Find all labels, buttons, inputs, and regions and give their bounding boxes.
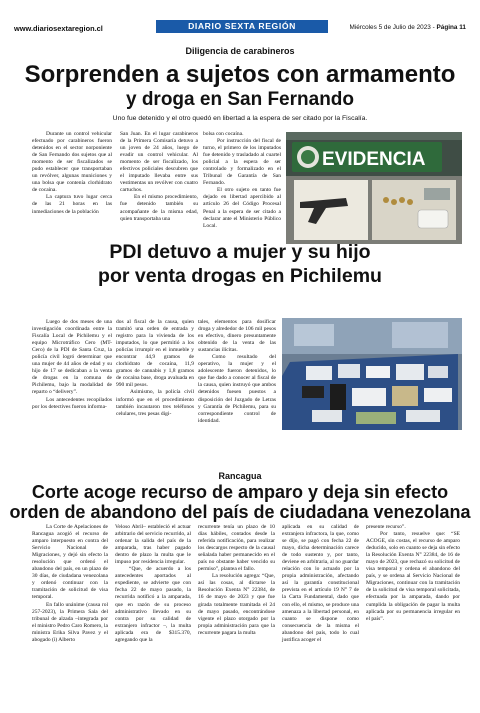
story1-col3-p3: El otro sujeto en tanto fue dejado en libertad apercibido al artículo 26 del Código Procesal Penal a la espera de ser citado a declarar ante el Ministerio Público Local. (203, 187, 281, 229)
story1-col1-p1: Durante un control vehicular efectuado por carabineros fueron detenidos en el sector norponiente de San Fernando dos sujetos que al momento de ser fiscalizados se pudo establecer que transportaban un revólver, algunas municiones y una bolsa que contenía clorhidrato de cocaína. (32, 131, 112, 194)
story1-column-2 (120, 131, 198, 223)
evidence-photo (286, 132, 462, 244)
story1-col2-p2: En el mismo procedimiento, fue detenido también su acompañante de la misma edad, quien transportaba una (120, 194, 198, 222)
story2-column-1 (32, 319, 112, 411)
story2-col2-p2: Asimismo, la policía civil informó que en el procedimiento también incautaron tres teléfonos celulares, tres pesas digi- (116, 389, 194, 417)
story1-kicker: Diligencia de carabineros (185, 46, 295, 56)
story3-headline-line1: Corte acoge recurso de amparo y deja sin efecto (31, 482, 449, 502)
story2-col1-p1: Luego de dos meses de una investigación coordinada entre la Fiscalía Local de Pichilemu y el equipo Microtráfico Cero (MT-Cero) de la PDI de Santa Cruz, la policía civil logró determinar que una mujer de 44 años de edad y su hijo de 17 se dedicaban a la venta de drogas en la comuna de Pichilemu, bajo la modalidad de reparto o “delivery”. (32, 319, 112, 396)
story1-headline-line2: y droga en San Fernando (125, 89, 355, 110)
seized-items-photo (282, 318, 462, 430)
story1-col3-p1: bolsa con cocaína. (203, 131, 244, 137)
story2-col1-p2: Los antecedentes recopilados por los detectives fueron informa- (32, 396, 112, 410)
masthead (14, 21, 466, 38)
story1-col3-p2: Por instrucción del fiscal de turno, el primero de los imputados fue detenido y trasladado al cuartel policial a la espera de ser controlado y formalizado en el Tribunal de Garantía de San Fernando. (203, 138, 281, 187)
story3-col5-p2: Por tanto, resuelve que: “SE ACOGE, sin costas, el recurso de amparo deducido, solo en cuanto se deja sin efecto la Resolución Exenta N° 22384, de 16 de mayo de 2023, que rechazó su solicitud de visa temporal y ordena el abandono del país, y se ordena al Servicio Nacional de Migraciones, continuar con la tramitación de la solicitud de visa temporal solicitada, efectuada por la amparada, dando por cumplida la obligación de pagar la multa aplicada por su permanencia irregular en el país”. (366, 531, 460, 622)
story3-column-2 (115, 524, 191, 644)
story2-column-3 (198, 319, 276, 425)
story3-kicker: Rancagua (218, 471, 262, 481)
story3-column-3 (198, 524, 275, 637)
story2-column-2 (116, 319, 194, 418)
story2-col3-p1: tales, elementos para dosificar droga y alrededor de 106 mil pesos en efectivo, dinero presuntamente obtenido de la venta de las sustancias ilícitas. (198, 319, 276, 354)
website-url[interactable]: www.diariosextaregion.cl (14, 24, 103, 33)
story3-headline-line2: orden de abandono del país de ciudadana venezolana (9, 502, 471, 522)
story3-column-5 (366, 524, 460, 623)
issue-date: Miércoles 5 de Julio de 2023 - Página 11 (349, 24, 466, 31)
phone-icon (330, 384, 346, 410)
story2-headline-line2: por venta drogas en Pichilemu (98, 265, 382, 287)
story3-col3-p2: La resolución agrega: “Que, así las cosas, al dictarse la Resolución Exenta N° 22384, de 16 de mayo de 2023 y que fue girada totalmente tramitada el 24 de mayo pasado, encontrándose vigente el plazo otorgado por la propia administración para que la recurrente pagara la multa (198, 573, 275, 636)
evidence-bag-icon (306, 366, 332, 380)
story1-col1-p2: La captura tuvo lugar cerca de las 21 horas en las inmediaciones de la población (32, 194, 112, 215)
story3-col2-p1: Veloso Abril– estableció el actuar arbitrario del servicio recurrido, al ordenar la salida del país de la amparada, tras haber pagado dentro de plazo la multa que le impuso por residencia irregular. (115, 524, 191, 566)
page-label: Página 11 (436, 24, 466, 31)
story3-column-4 (282, 524, 359, 644)
story3-col1-p2: En fallo unánime (causa rol 257-2023), la Primera Sala del tribunal de alzada –integrada por el ministro Pedro Caro Romero, la ministra Erika Silva Pavez y el abogado (i) Alberto (32, 601, 108, 643)
date-text: Miércoles 5 de Julio de 2023 (349, 24, 431, 31)
story3-col4-p1: aplicada en su calidad de extranjera infractora, la que, como se dijo, se pagó con fecha 22 de mayo, dicha determinación carece de todo sustento y, por tanto, deviene en arbitraria, al no guardar relación con lo actuado por la propia administración, afectando así la garantía constitucional prevista en el artículo 19 N° 7 de la Carta Fundamental, dado que con ello, el mismo, se produce una amenaza a la libertad personal, en cuanto se dispone como consecuencia de la misma el abandono del país, todo lo cual justifica acoger el (282, 524, 359, 643)
story1-col2-p1: San Juan. En el lugar carabineros de la Primera Comisaría detuvo a un joven de 24 años, luego de evadir un control vehicular. Al momento de ser fiscalizado, los efectivos policiales descubren que el imputado llevaba entre sus vestimentas un revólver con cuatro cartuchos. (120, 131, 198, 194)
evidence-sign-text: EVIDENCIA (322, 149, 426, 170)
paper-name-banner: DIARIO SEXTA REGIÓN (156, 20, 328, 33)
story1-deck: Uno fue detenido y el otro quedó en libertad a la espera de ser citado por la Fiscalía. (112, 115, 368, 122)
story2-col2-p1: dos al fiscal de la causa, quien tramitó una orden de entrada y registro para la vivienda de los imputados, lo que permitió a los policías irrumpir en el inmueble y encontrar 44,9 gramos de clorhidrato de cocaína, 11,9 gramos de cannabis y 1,8 gramos de cocaína base, droga avaluada en 990 mil pesos. (116, 319, 194, 389)
story2-col3-p2: Como resultado del operativo, la mujer y el adolescente fueron detenidos, lo que fue dado a conocer al fiscal de la causa, quien instruyó que ambos detenidos fuesen puestos a disposición del Juzgado de Letras y Garantía de Pichilemu, para su correspondiente control de identidad. (198, 354, 276, 424)
story1-column-1 (32, 131, 112, 216)
story3-col3-p1: recurrente tenía un plazo de 10 días hábiles, contados desde la referida notificación, para realizar los descargos respecto de la causal señalada haber permanecido en el país no obstante haber vencido su permiso”, plantea el fallo. (198, 524, 275, 573)
story1-headline-line1: Sorprenden a sujetos con armamento (24, 61, 456, 88)
story2-headline-line1: PDI detuvo a mujer y su hijo (109, 241, 371, 263)
story3-col1-p1: La Corte de Apelaciones de Rancagua acogió el recurso de amparo interpuesto en contra del Servicio Nacional de Migraciones, y dejó sin efecto la resolución que ordenó el abandono del país, en un plazo de 30 días, de ciudadana venezolana y ordenó continuar con la tramitación de solicitud de visa temporal. (32, 524, 108, 601)
story3-column-1 (32, 524, 108, 644)
story3-col2-p2: “Que, de acuerdo a los antecedentes aportados al expediente, se advierte que con fecha 22 de mayo pasado, la recurrida notificó a la amparada, que en razón de su proceso administrativo llevado en su contra por su calidad de extranjero infractor –, la multa aplicada era de $315.370, agregando que la (115, 566, 191, 643)
story1-column-3 (203, 131, 281, 230)
story3-col5-p1: presente recurso”. (366, 524, 406, 530)
